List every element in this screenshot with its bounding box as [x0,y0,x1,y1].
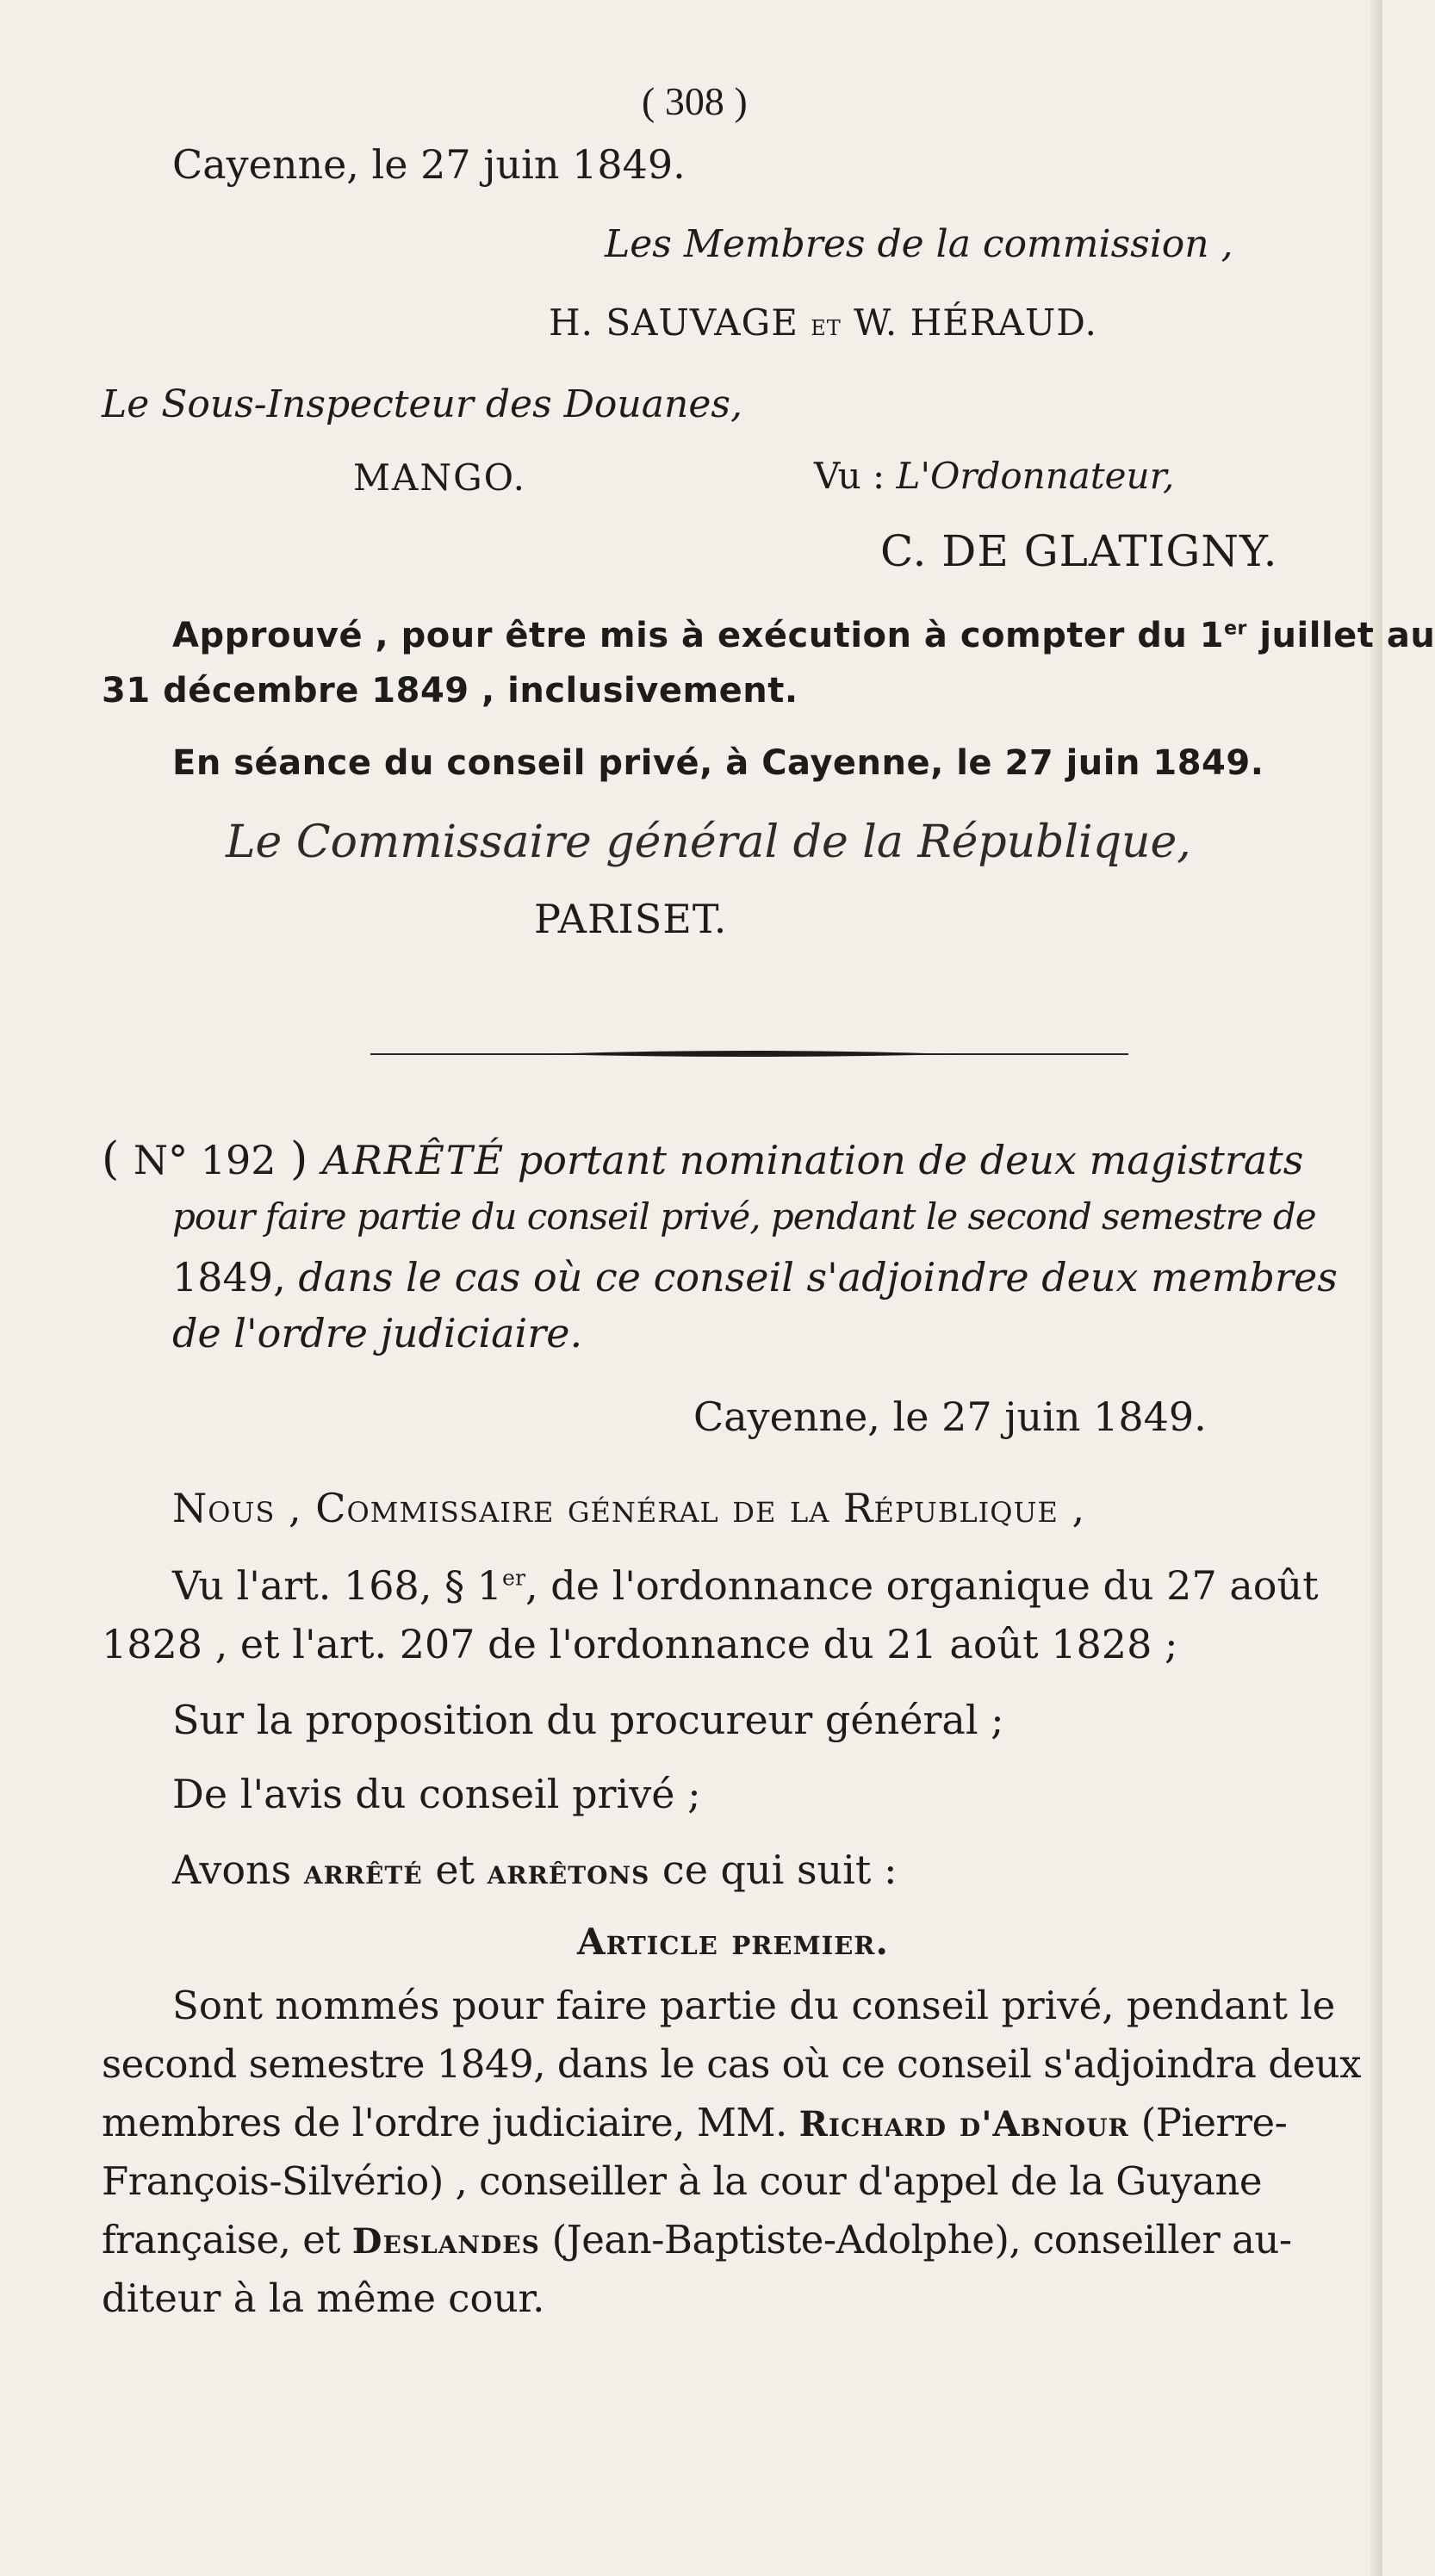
commission-name-2: W. HÉRAUD. [854,301,1097,344]
separator-rule [370,1049,1128,1059]
body-line-3-a: membres de l'ordre judiciaire, MM. [102,2100,799,2145]
inspector-name: MANGO. [353,456,526,499]
act-title-line-1: ( N° 192 ) ARRÊTÉ portant nomination de deux magistrats [102,1133,1304,1185]
approval-text: Approuvé , pour être mis à exécution à compter du 1 [172,616,1225,655]
vu-label: L'Ordonnateur, [896,455,1175,497]
commission-and: et [811,308,842,343]
name-deslandes: Deslandes [351,2221,540,2262]
commission-label: Les Membres de la commission , [605,222,1233,266]
act-title-line-3 [172,1254,1338,1300]
body-line-5-c: (Jean-Baptiste-Adolphe), conseiller au- [539,2217,1292,2263]
approval-sup: er [1224,618,1247,640]
commission-names [549,301,1097,344]
act-number: N° 192 [133,1137,276,1183]
name-richard: Richard d'Abnour [798,2104,1129,2145]
vu-article-line-2: 1828 , et l'art. 207 de l'ordonnance du 21 août 1828 ; [102,1621,1178,1667]
vu-article-sup: er [501,1565,526,1591]
vu-line [814,455,1175,497]
commissioner-name: PARISET. [534,896,728,942]
avons-a: Avons [172,1847,304,1893]
commissioner-title: Le Commissaire général de la République, [226,816,1191,868]
vu-article-line-1 [172,1562,1319,1609]
body-line-3-c: (Pierre- [1128,2100,1288,2145]
vu-article-end: , de l'ordonnance organique du 27 août [525,1562,1319,1609]
avons-line [172,1847,898,1893]
avons-arrete: arrêté [303,1852,423,1892]
commission-name-1: H. SAUVAGE [549,301,798,344]
approval-line-1 [172,618,1435,653]
body-line-6: diteur à la même cour. [102,2275,545,2321]
nous-line: Nous , Commissaire général de la République , [172,1485,1086,1531]
body-line-5-a: française, et [102,2217,352,2263]
approval-end: juillet au [1246,616,1435,655]
body-line-1: Sont nommés pour faire partie du conseil privé, pendant le [172,1983,1336,2028]
act-title-lead: ARRÊTÉ [321,1137,506,1183]
vu-prefix: Vu : [814,455,897,497]
ordonnateur-name: C. DE GLATIGNY. [880,526,1278,576]
avons-arretons: arrêtons [487,1852,650,1892]
act-title-line-2: pour faire partie du conseil privé, pendant le second semestre de [172,1195,1316,1238]
act-title-text-3: dans le cas où ce conseil s'adjoindre deux membres [285,1254,1338,1300]
act-place-date: Cayenne, le 27 juin 1849. [693,1394,1207,1440]
inspector-label: Le Sous-Inspecteur des Douanes, [102,382,742,426]
body-line-2: second semestre 1849, dans le cas où ce conseil s'adjoindra deux [102,2041,1362,2087]
act-title-line-4: de l'ordre judiciaire. [172,1310,583,1356]
place-date: Cayenne, le 27 juin 1849. [172,141,686,188]
act-title-year: 1849, [172,1254,286,1300]
proposition-line: Sur la proposition du procureur général ; [172,1697,1004,1743]
vu-article-text: Vu l'art. 168, § 1 [172,1562,502,1609]
body-line-3 [102,2100,1288,2145]
page-edge [1370,0,1382,2576]
body-line-5 [102,2217,1292,2263]
act-title-text-1: portant nomination de deux magistrats [505,1137,1304,1183]
act-number-bracket: ( [102,1133,134,1185]
avis-line: De l'avis du conseil privé ; [172,1771,701,1817]
page-number: ( 308 ) [642,79,748,123]
avons-et: et [422,1847,488,1893]
article-heading: Article premier. [577,1921,890,1963]
avons-e: ce qui suit : [649,1847,898,1893]
body-line-4: François-Silvério) , conseiller à la cour d'appel de la Guyane [102,2158,1263,2204]
approval-line-2: 31 décembre 1849 , inclusivement. [102,671,798,711]
session-line: En séance du conseil privé, à Cayenne, le 27 juin 1849. [172,743,1264,783]
